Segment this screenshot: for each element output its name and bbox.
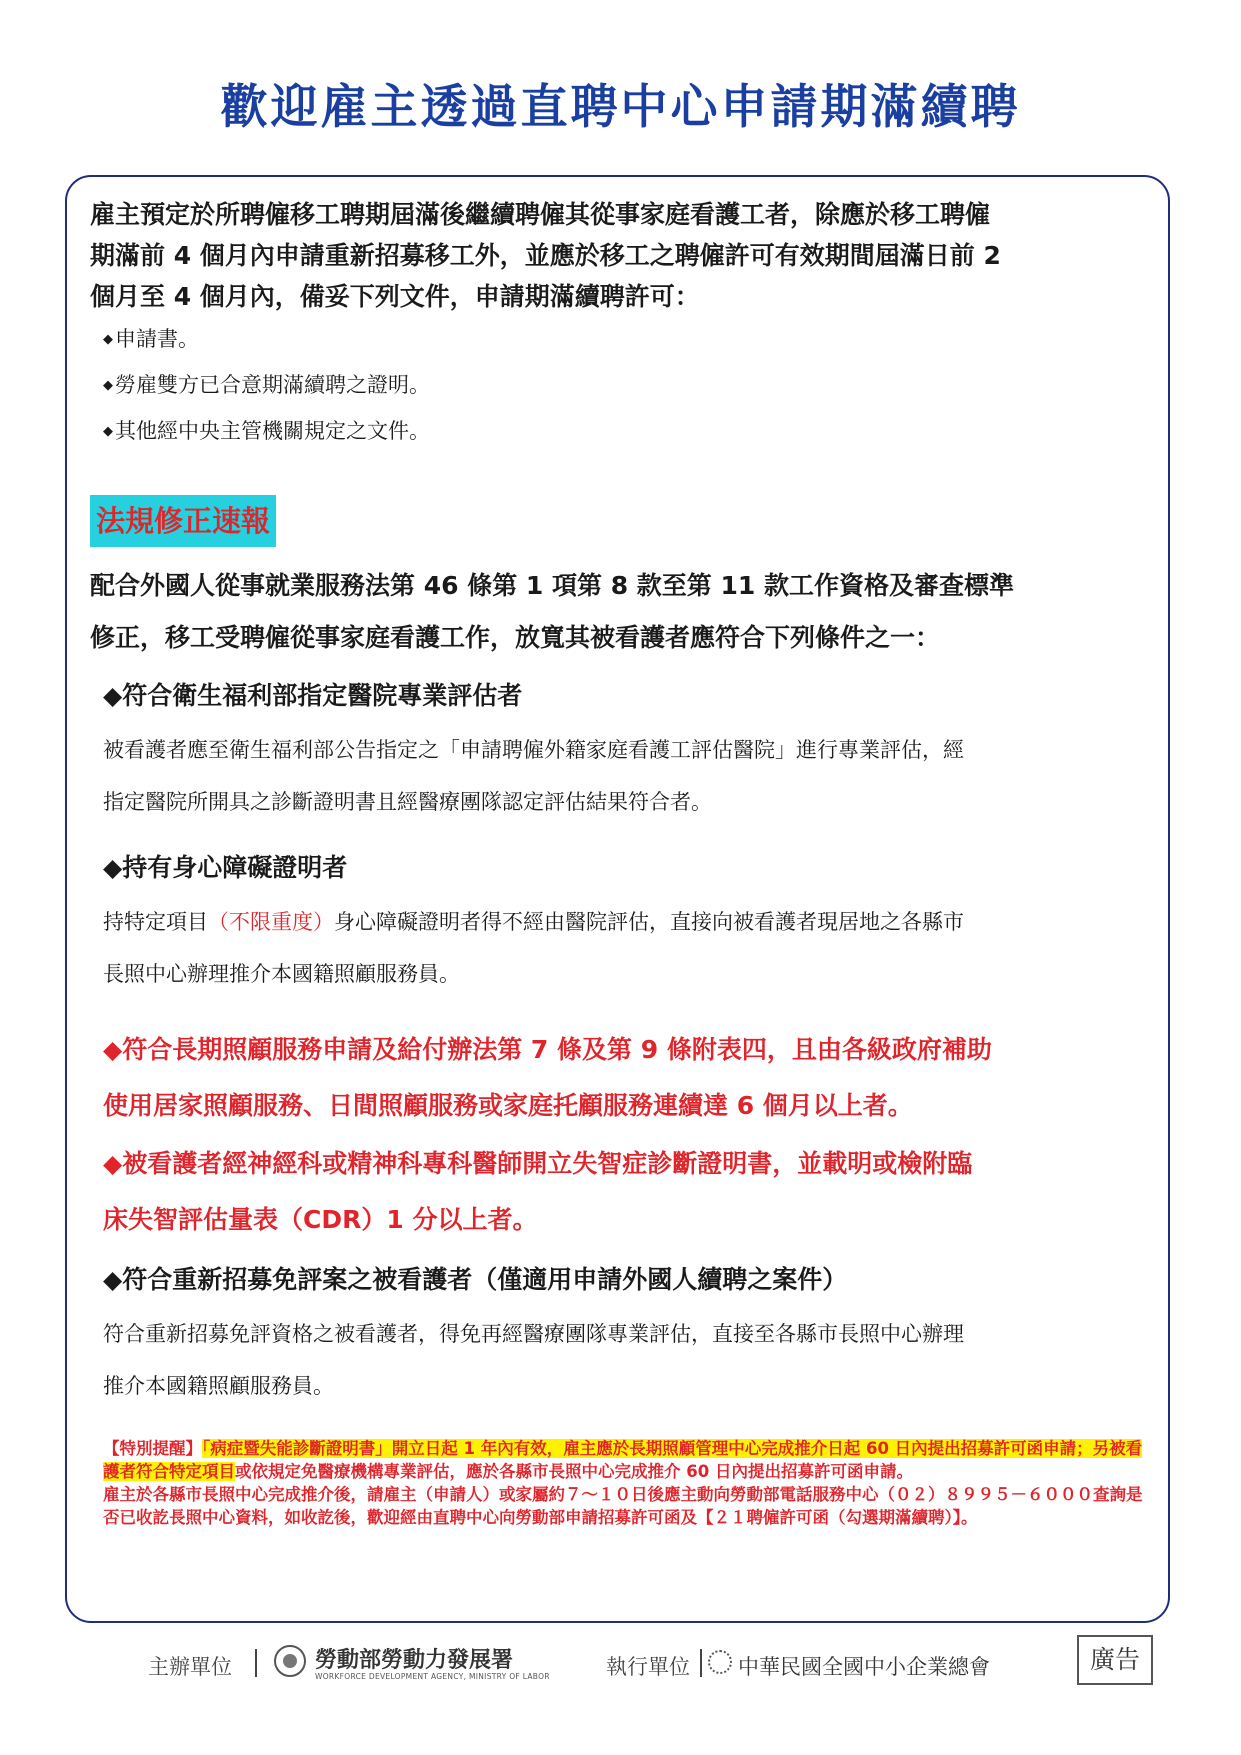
condition-description-exempt: 符合重新招募免評資格之被看護者，得免再經醫療團隊專業評估，直接至各縣市長照中心辦理 推介本國籍照顧服務員。 <box>103 1322 964 1398</box>
advertisement-badge: 廣告 <box>1077 1635 1153 1685</box>
condition-description-disability: 持特定項目（不限重度）身心障礙證明者得不經由醫院評估，直接向被看護者現居地之各縣市 長照中心辦理推介本國籍照顧服務員。 <box>103 910 964 986</box>
amendment-line: 修正，移工受聘僱從事家庭看護工作，放寬其被看護者應符合下列條件之一： <box>90 623 941 652</box>
list-item: ◆申請書。 <box>103 327 199 351</box>
amendment-line: 配合外國人從事就業服務法第 46 條第 1 項第 8 款至第 11 款工作資格及審查標準 <box>90 571 1015 600</box>
exec-label: 執行單位 <box>606 1655 690 1679</box>
intro-line: 個月至 4 個月內，備妥下列文件，申請期滿續聘許可： <box>90 282 700 311</box>
host-org: 勞動部勞動力發展署 <box>315 1648 514 1673</box>
notice-paragraph: 【特別提醒】「病症暨失能診斷證明書」開立日起 1 年內有效，雇主應於長期照顧管理中心完成推介日起 60 日內提出招募許可函申請；另被看護者符合特定項目或依規定免醫療機構專業評估，應於各縣市長照中心完成推介 60 日內提出招募許可函申請。 <box>103 1439 1143 1481</box>
intro-paragraph <box>90 194 1170 317</box>
diamond-bullet-icon: ◆ <box>103 424 113 439</box>
page-title: 歡迎雇主透過直聘中心申請期滿續聘 <box>220 80 1021 135</box>
association-seal-icon <box>708 1650 732 1674</box>
condition-description-hospital: 被看護者應至衛生福利部公告指定之「申請聘僱外籍家庭看護工評估醫院」進行專業評估，經 指定醫院所開具之診斷證明書且經醫療團隊認定評估結果符合者。 <box>103 738 964 814</box>
divider <box>700 1649 702 1677</box>
ministry-logo-icon <box>274 1645 306 1677</box>
condition-heading-hospital: ◆符合衛生福利部指定醫院專業評估者 <box>103 681 523 710</box>
condition-longterm-care: ◆符合長期照顧服務申請及給付辦法第 7 條及第 9 條附表四，且由各級政府補助 使用居家照顧服務、日間照顧服務或家庭托顧服務連續達 6 個月以上者。 <box>103 1035 992 1120</box>
intro-line: 期滿前 4 個月內申請重新招募移工外，並應於移工之聘僱許可有效期間屆滿日前 2 <box>90 241 1001 270</box>
special-notice <box>103 1437 1143 1529</box>
condition-dementia: ◆被看護者經神經科或精神科專科醫師開立失智症診斷證明書，並載明或檢附臨 床失智評估量表（CDR）1 分以上者。 <box>103 1149 973 1234</box>
footer <box>0 1635 1241 1695</box>
host-label: 主辦單位 <box>148 1655 232 1679</box>
list-item: ◆勞雇雙方已合意期滿續聘之證明。 <box>103 373 430 397</box>
list-item: ◆其他經中央主管機關規定之文件。 <box>103 419 430 443</box>
host-org-english: WORKFORCE DEVELOPMENT AGENCY, MINISTRY OF LABOR <box>315 1672 550 1681</box>
divider <box>255 1649 257 1677</box>
amendment-paragraph <box>90 560 1170 664</box>
condition-heading-disability: ◆持有身心障礙證明者 <box>103 853 348 882</box>
regulation-news-tag: 法規修正速報 <box>90 495 276 547</box>
diamond-bullet-icon: ◆ <box>103 378 113 393</box>
exec-org: 中華民國全國中小企業總會 <box>738 1655 990 1679</box>
condition-heading-exempt: ◆符合重新招募免評案之被看護者（僅適用申請外國人續聘之案件） <box>103 1265 848 1294</box>
diamond-bullet-icon: ◆ <box>103 332 113 347</box>
intro-line: 雇主預定於所聘僱移工聘期屆滿後繼續聘僱其從事家庭看護工者，除應於移工聘僱 <box>90 200 991 229</box>
notice-paragraph: 雇主於各縣市長照中心完成推介後，請雇主（申請人）或家屬約７～１０日後應主動向勞動部電話服務中心（０２）８９９５－６０００查詢是否已收訖長照中心資料，如收訖後，歡迎經由直聘中心向勞動部申請招募許可函及【２１聘僱許可函（勾選期滿續聘）】。 <box>103 1485 1143 1527</box>
required-documents-list <box>103 324 703 462</box>
